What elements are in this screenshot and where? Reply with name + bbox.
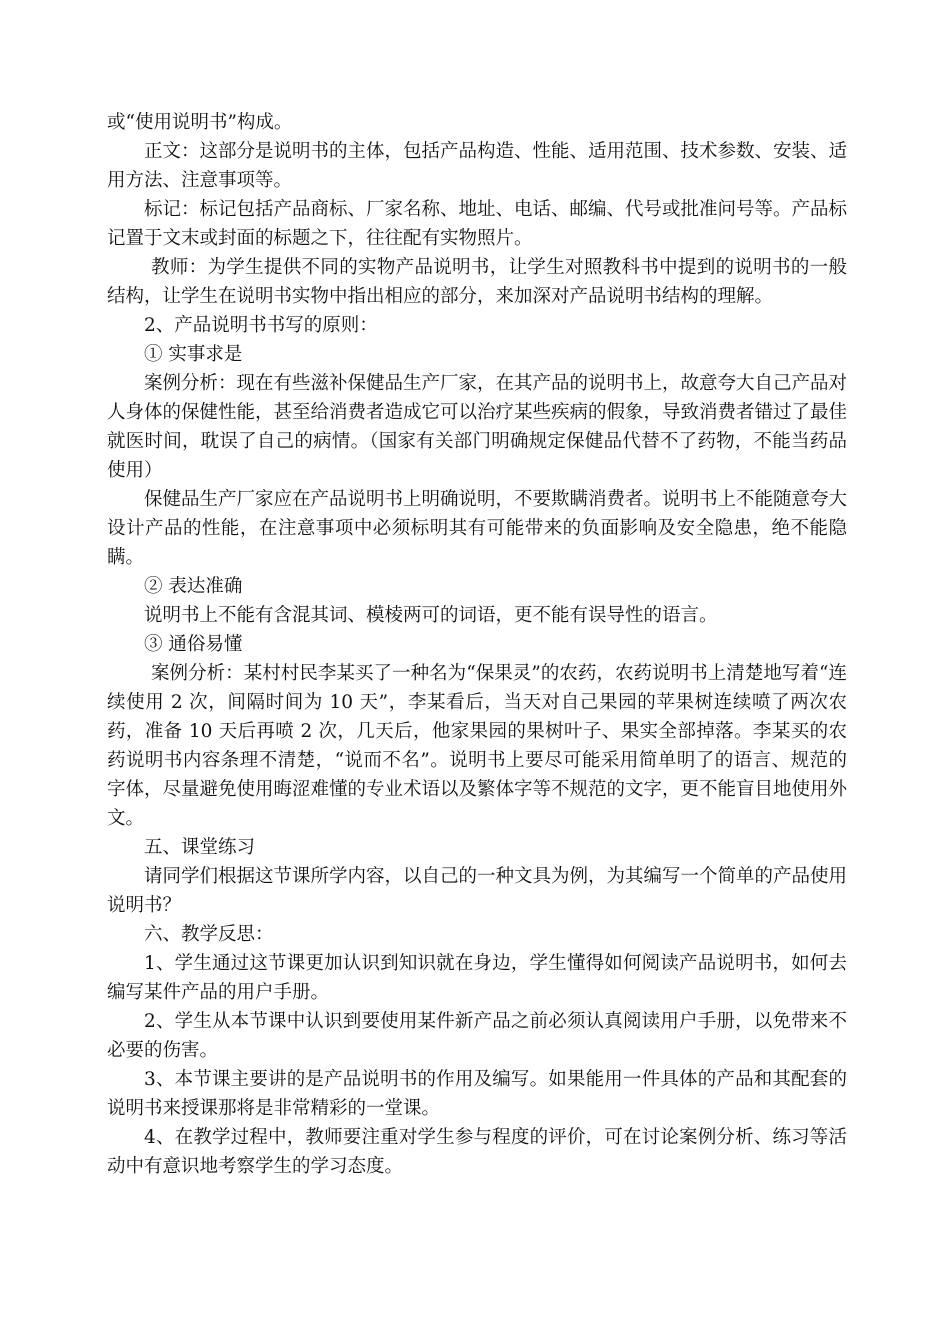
paragraph-reflection-1: 1、学生通过这节课更加认识到知识就在身边，学生懂得如何阅读产品说明书，如何去编写某件产品的用户手册。: [107, 953, 847, 1003]
paragraph-accurate-expression: 说明书上不能有含混其词、模棱两可的词语，更不能有误导性的语言。: [144, 605, 718, 626]
paragraph-reflection-2: 2、学生从本节课中认识到要使用某件新产品之前必须认真阅读用户手册，以免带来不必要的伤害。: [107, 1011, 847, 1061]
paragraph-reflection-4: 4、在教学过程中，教师要注重对学生参与程度的评价，可在讨论案例分析、练习等活动中有意识地考察学生的学习态度。: [107, 1127, 847, 1177]
paragraph-case-analysis-1: 案例分析：现在有些滋补保健品生产厂家，在其产品的说明书上，故意夸大自己产品对人身体的保健性能，甚至给消费者造成它可以治疗某些疾病的假象，导致消费者错过了最佳就医时间，耽误了自己的病情。（国家有关部门明确规定保健品代替不了药物，不能当药品使用）: [107, 373, 848, 481]
paragraph-continuation: 或“使用说明书”构成。: [107, 112, 293, 133]
paragraph-reflection-3: 3、本节课主要讲的是产品说明书的作用及编写。如果能用一件具体的产品和其配套的说明书来授课那将是非常精彩的一堂课。: [107, 1069, 847, 1119]
principle-heading-1: ① 实事求是: [144, 344, 243, 365]
paragraph-exercise: 请同学们根据这节课所学内容，以自己的一种文具为例，为其编写一个简单的产品使用说明书？: [107, 866, 848, 916]
document-page: [107, 108, 847, 1181]
principle-heading-3: ③ 通俗易懂: [144, 634, 243, 655]
section-heading-reflection: 六、教学反思：: [144, 924, 274, 945]
paragraph-body-text: 正文：这部分是说明书的主体，包括产品构造、性能、适用范围、技术参数、安装、适用方法、注意事项等。: [107, 141, 848, 191]
section-heading-principles: 2、产品说明书书写的原则：: [144, 315, 378, 336]
principle-heading-2: ② 表达准确: [144, 576, 243, 597]
paragraph-marking: 标记：标记包括产品商标、厂家名称、地址、电话、邮编、代号或批准问号等。产品标记置于文末或封面的标题之下，往往配有实物照片。: [107, 199, 848, 249]
paragraph-health-products: 保健品生产厂家应在产品说明书上明确说明，不要欺瞒消费者。说明书上不能随意夸大设计产品的性能，在注意事项中必须标明其有可能带来的负面影响及安全隐患，绝不能隐瞒。: [107, 489, 848, 568]
section-heading-exercise: 五、课堂练习: [144, 837, 256, 858]
paragraph-case-analysis-2: 案例分析：某村村民李某买了一种名为“保果灵”的农药，农药说明书上清楚地写着“连续使用 2 次，间隔时间为 10 天”，李某看后，当天对自己果园的苹果树连续喷了两次农药，准备 10 天后再喷 2 次，几天后，他家果园的果树叶子、果实全部掉落。李某买的农药说明书内容条理不清楚，“说而不名”。说明书上要尽可能采用简单明了的语言、规范的字体，尽量避免使用晦涩难懂的专业术语以及繁体字等不规范的文字，更不能盲目地使用外文。: [107, 663, 848, 829]
paragraph-teacher: 教师：为学生提供不同的实物产品说明书，让学生对照教科书中提到的说明书的一般结构，让学生在说明书实物中指出相应的部分，来加深对产品说明书结构的理解。: [107, 257, 847, 307]
